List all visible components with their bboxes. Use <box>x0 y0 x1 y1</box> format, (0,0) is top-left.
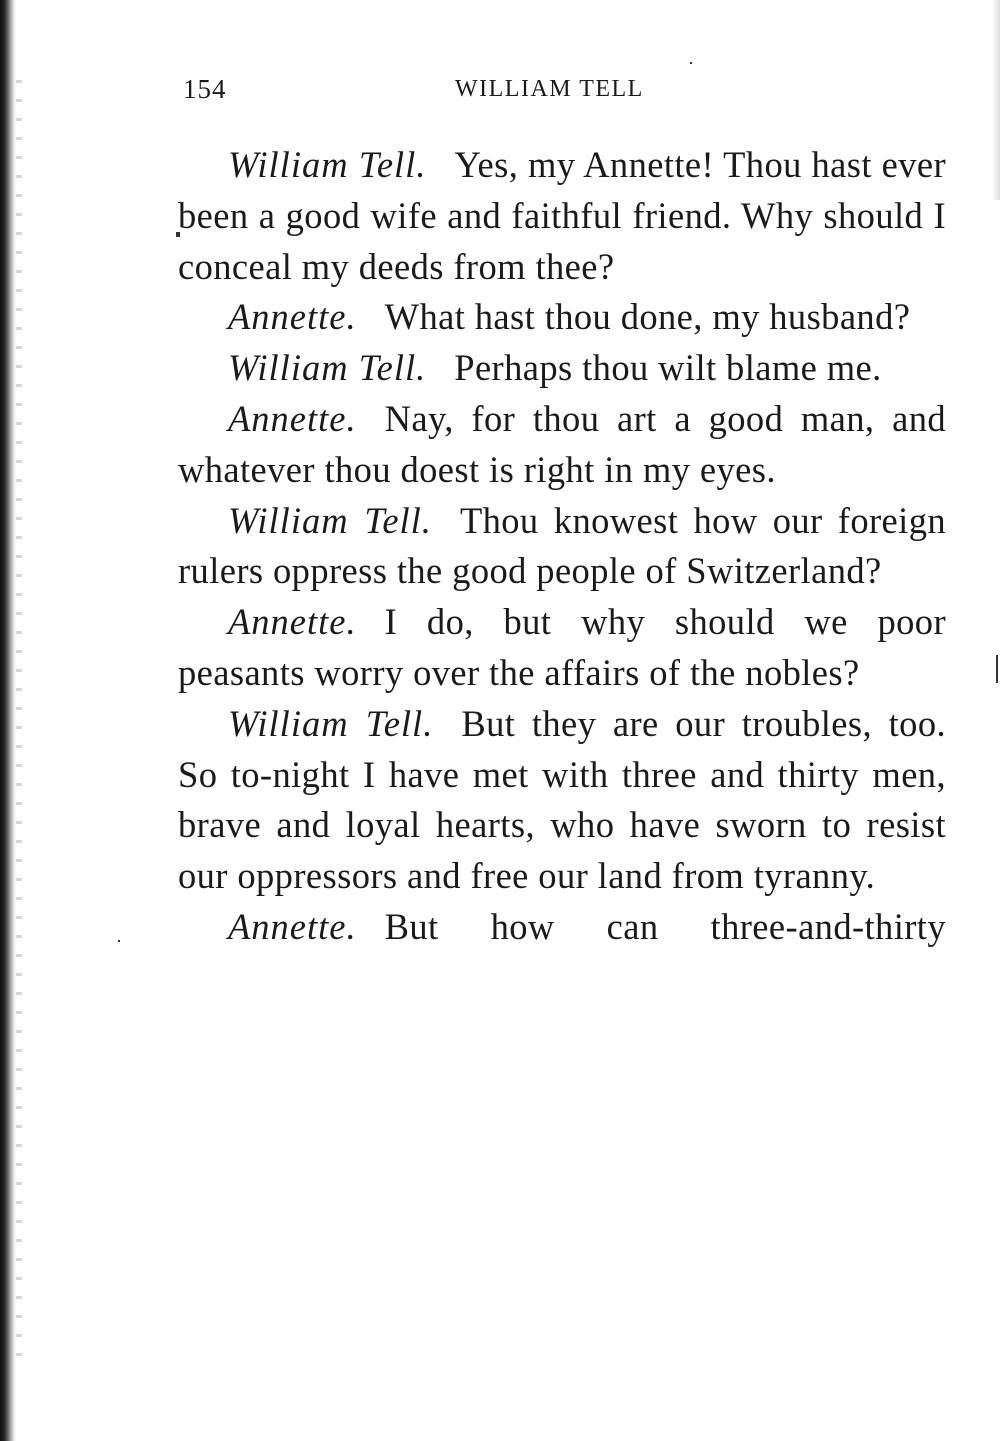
dialogue-text <box>178 140 946 953</box>
ink-speck <box>690 62 692 64</box>
speech-text: What hast thou done, my husband? <box>384 296 911 338</box>
speaker-name: William Tell. <box>228 499 432 541</box>
ink-speck <box>118 940 120 942</box>
speech-text: Thou knowest how our foreign rulers oppress the good people of Switzerland? <box>178 499 946 592</box>
dialogue-paragraph <box>178 597 946 699</box>
speaker-name: William Tell. <box>228 144 427 185</box>
dialogue-paragraph <box>178 292 946 343</box>
speech-text: Perhaps thou wilt blame me. <box>454 347 882 389</box>
speaker-name: Annette. <box>228 397 357 439</box>
speech-text: But how can three-and-thirty <box>384 905 946 947</box>
running-title: WILLIAM TELL <box>455 76 644 102</box>
speaker-name: William Tell. <box>228 702 434 744</box>
ink-speck <box>996 655 998 683</box>
speech-text: Nay, for thou art a good man, and whatever thou doest is right in my eyes. <box>178 397 946 490</box>
dialogue-paragraph <box>178 902 946 953</box>
dialogue-paragraph <box>178 343 946 394</box>
dialogue-paragraph <box>178 496 946 598</box>
speaker-name: Annette. <box>228 905 357 947</box>
speech-text: Yes, my Annette! Thou hast ever been a good wife and faithful friend. Why should I conceal my deeds from thee? <box>178 144 947 287</box>
page-number: 154 <box>183 74 227 104</box>
dialogue-paragraph <box>178 140 946 292</box>
dialogue-paragraph <box>178 699 946 902</box>
dialogue-paragraph <box>178 394 946 496</box>
page-binding-edge <box>0 0 16 1441</box>
speaker-name: Annette. <box>228 296 357 338</box>
speaker-name: William Tell. <box>228 347 427 389</box>
speaker-name: Annette. <box>228 601 357 643</box>
page-right-edge <box>992 0 1000 200</box>
speech-text: But they are our troubles, too. So to-night I have met with three and thirty men, brave and loyal hearts, who have sworn to resist our oppressors and free our land from tyranny. <box>178 702 947 897</box>
page-header <box>183 74 680 114</box>
speech-text: I do, but why should we poor peasants worry over the affairs of the nobles? <box>178 601 946 693</box>
